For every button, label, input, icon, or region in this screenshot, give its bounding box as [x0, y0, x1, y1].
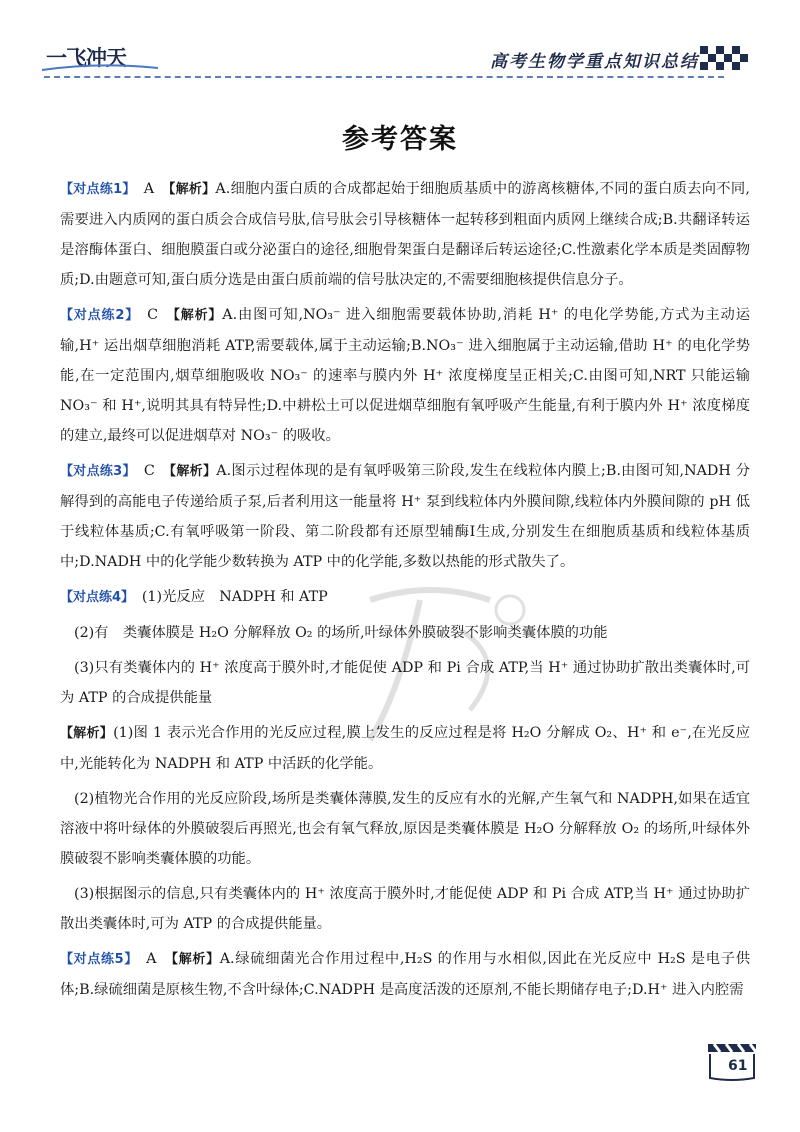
item-analysis-label: 【解析】 [164, 952, 220, 967]
item-text: A.由图可知,NO₃⁻ 进入细胞需要载体协助,消耗 H⁺ 的电化学势能,方式为主动运输,H⁺ 运出烟草细胞消耗 ATP,需要载体,属于主动运输;B.NO₃⁻ 进入细胞属于主动运输,借助 H⁺ 的电化学势能,在一定范围内,烟草细胞吸收 NO₃⁻ 的速率与膜内外 H⁺ 浓度梯度呈正相关;C.由图可知,NRT 只能运输 NO₃⁻ 和 H⁺,说明其具有特异性;D.中耕松土可以促进烟草细胞有氧呼吸产生能量,有利于膜内外 H⁺ 浓度梯度的建立,最终可以促进烟草对 NO₃⁻ 的吸收。 [60, 307, 750, 444]
answer-body [60, 174, 750, 1010]
item-tag: 【对点练5】 [60, 952, 139, 967]
answer-item-4-a1 [60, 582, 750, 613]
answer-item-4-e3: (3)根据图示的信息,只有类囊体内的 H⁺ 浓度高于膜外时,才能促使 ADP 和 Pi 合成 ATP,当 H⁺ 通过协助扩散出类囊体时,可为 ATP 的合成提供能量。 [60, 886, 750, 932]
answer-item-5 [60, 944, 750, 1005]
item-text: (1)图 1 表示光合作用的光反应过程,膜上发生的反应过程是将 H₂O 分解成 O₂、H⁺ 和 e⁻,在光反应中,光能转化为 NADPH 和 ATP 中活跃的化学能。 [60, 725, 750, 772]
answer-item-4-a2: (2)有 类囊体膜是 H₂O 分解释放 O₂ 的场所,叶绿体外膜破裂不影响类囊体膜的功能 [74, 625, 608, 641]
item-answer: A [146, 951, 157, 967]
header-title: 高考生物学重点知识总结 [490, 52, 699, 72]
item-tag: 【对点练3】 [60, 464, 136, 479]
item-answer: C [143, 463, 155, 479]
item-text: A.细胞内蛋白质的合成都起始于细胞质基质中的游离核糖体,不同的蛋白质去向不同,需要进入内质网的蛋白质会合成信号肽,信号肽会引导核糖体一起转移到粗面内质网上继续合成;B.共翻译转运是溶酶体蛋白、细胞膜蛋白或分泌蛋白的途径,细胞骨架蛋白是翻译后转运途径;C.性激素化学本质是类固醇物质;D.由题意可知,蛋白质分选是由蛋白质前端的信号肽决定的,不需要细胞核提供信息分子。 [60, 181, 750, 288]
item-tag: 【对点练1】 [60, 182, 136, 197]
page-header [0, 0, 800, 92]
item-answer: C [147, 307, 159, 323]
item-tag: 【对点练2】 [60, 308, 140, 323]
item-answer: A [143, 181, 155, 197]
item-text: A.图示过程体现的是有氧呼吸第三阶段,发生在线粒体内膜上;B.由图可知,NADH 分解得到的高能电子传递给质子泵,后者利用这一能量将 H⁺ 泵到线粒体内外膜间隙,线粒体内外膜间隙的 pH 低于线粒体基质;C.有氧呼吸第一阶段、第二阶段都有还原型辅酶Ⅰ生成,分别发生在细胞质基质和线粒体基质中;D.NADH 中的化学能少数转换为 ATP 中的化学能,多数以热能的形式散失了。 [60, 463, 750, 570]
checker-flag-icon [700, 46, 750, 74]
item-analysis-label: 【解析】 [60, 726, 114, 741]
answer-item-4-a3: (3)只有类囊体内的 H⁺ 浓度高于膜外时,才能促使 ADP 和 Pi 合成 ATP,当 H⁺ 通过协助扩散出类囊体时,可为 ATP 的合成提供能量 [60, 660, 750, 706]
brand-logo-text: 一飞冲天 [46, 46, 126, 70]
page-number: 61 [728, 1058, 748, 1074]
brand-swoosh-icon [40, 64, 160, 74]
page-title: 参考答案 [342, 124, 458, 155]
answer-item-4-e2: (2)植物光合作用的光反应阶段,场所是类囊体薄膜,发生的反应有水的光解,产生氧气和 NADPH,如果在适宜溶液中将叶绿体的外膜破裂后再照光,也会有氧气释放,原因是类囊体膜是 H₂O 分解释放 O₂ 的场所,叶绿体外膜破裂不影响类囊体膜的功能。 [60, 791, 750, 867]
answer-item-2 [60, 300, 750, 451]
item-text: A.绿硫细菌光合作用过程中,H₂S 的作用与水相似,因此在光反应中 H₂S 是电子供体;B.绿硫细菌是原核生物,不含叶绿体;C.NADPH 是高度活泼的还原剂,不能长期储存电子;D.H⁺ 进入内腔需 [60, 951, 750, 998]
item-text: (1)光反应 NADPH 和 ATP [141, 589, 328, 605]
item-tag: 【对点练4】 [60, 590, 128, 605]
item-analysis-label: 【解析】 [162, 464, 217, 479]
header-divider [44, 76, 724, 78]
answer-item-3 [60, 456, 750, 577]
item-analysis-label: 【解析】 [166, 308, 223, 323]
answer-item-4-e1 [60, 718, 750, 779]
answer-item-1 [60, 174, 750, 295]
item-analysis-label: 【解析】 [162, 182, 216, 197]
